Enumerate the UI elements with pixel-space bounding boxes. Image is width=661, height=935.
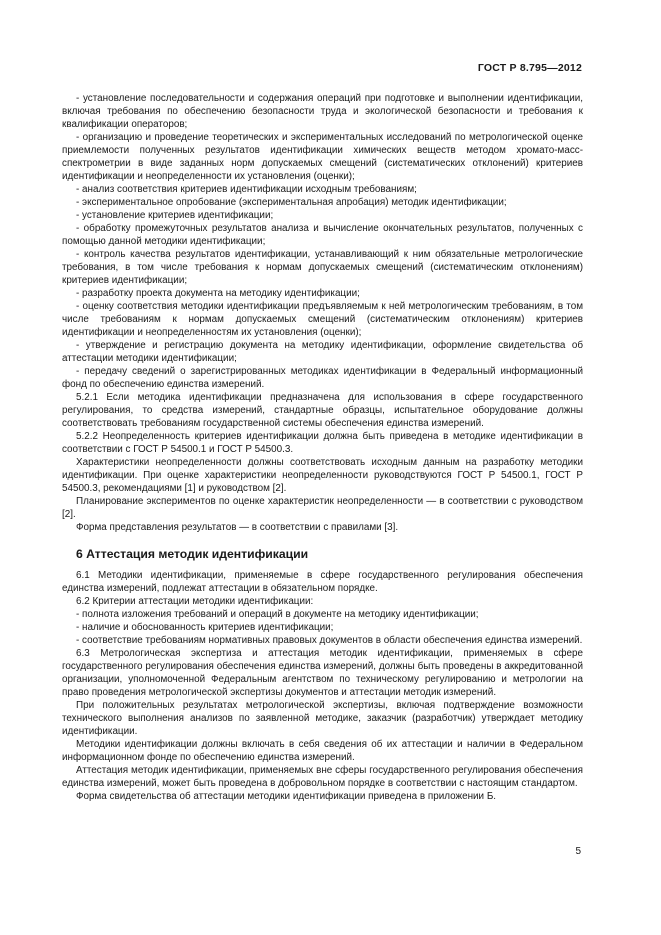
list-item: - полнота изложения требований и операций в документе на методику идентификации; (76, 609, 479, 620)
paragraph: 5.2.1 Если методика идентификации предназначена для использования в сфере государственного регулирования, то средства измерений, стандартные образцы, испытательное оборудование должны соответствовать требованиям государственной системы обеспечения единства измерений. (62, 392, 583, 429)
paragraph: При положительных результатах метрологической экспертизы, включая подтверждение возможности технического выполнения анализов по заявленной методике, заказчик (разработчик) утверждает методику идентификации. (62, 700, 583, 737)
paragraph: Форма свидетельства об аттестации методики идентификации приведена в приложении Б. (76, 791, 497, 802)
paragraph: Планирование экспериментов по оценке характеристик неопределенности — в соответствии с руководством [2]. (62, 496, 583, 520)
paragraph: Характеристики неопределенности должны соответствовать исходным данным на разработку методики идентификации. При оценке характеристики неопределенности руководствуются ГОСТ Р 54500.1, ГОСТ Р 54500.3, рекомендациями [1] и руководством [2]. (62, 457, 583, 494)
list-item: - организацию и проведение теоретических и экспериментальных исследований по метрологической оценке приемлемости полученных результатов идентификации химических веществ методом хромато-масс-спектрометрии в виде заданных норм допускаемых смещений (систематических отклонений) критериев идентификации и неопределенности их установления (оценки); (62, 132, 583, 182)
paragraph: 6.2 Критерии аттестации методики идентификации: (76, 596, 314, 607)
list-item: - установление критериев идентификации; (76, 210, 274, 221)
paragraph: 5.2.2 Неопределенность критериев идентификации должна быть приведена в методике идентификации в соответствии с ГОСТ Р 54500.1 и ГОСТ Р 54500.3. (62, 431, 583, 455)
list-item: - соответствие требованиям нормативных правовых документов в области обеспечения единства измерений. (76, 635, 583, 646)
list-item: - наличие и обоснованность критериев идентификации; (76, 622, 334, 633)
page-number: 5 (575, 846, 581, 857)
list-item: - утверждение и регистрацию документа на методику идентификации, оформление свидетельства об аттестации методики идентификации; (62, 340, 583, 364)
list-item: - установление последовательности и содержания операций при подготовке и выполнении идентификации, включая требования по обеспечению безопасности труда и экологической безопасности и требования к квалификации операторов; (62, 93, 583, 130)
list-item: - оценку соответствия методики идентификации предъявляемым к ней метрологическим требованиям, в том числе требованиям к нормам допускаемых смещений (систематическим отклонениям) критериев идентификации и неопределенностям их установления (оценки); (62, 301, 583, 338)
list-item: - разработку проекта документа на методику идентификации; (76, 288, 360, 299)
standard-designation: ГОСТ Р 8.795—2012 (477, 62, 582, 74)
section-heading: 6 Аттестация методик идентификации (76, 547, 309, 561)
paragraph: Методики идентификации должны включать в себя сведения об их аттестации и наличии в Федеральном информационном фонде по обеспечению единства измерений. (62, 739, 583, 763)
paragraph: 6.1 Методики идентификации, применяемые в сфере государственного регулирования обеспечения единства измерений, подлежат аттестации в обязательном порядке. (62, 570, 583, 594)
list-item: - передачу сведений о зарегистрированных методиках идентификации в Федеральный информационный фонд по обеспечению единства измерений. (62, 366, 583, 390)
paragraph: Форма представления результатов — в соответствии с правилами [3]. (76, 522, 399, 533)
paragraph: Аттестация методик идентификации, применяемых вне сферы государственного регулирования обеспечения единства измерений, может быть проведена в добровольном порядке в соответствии с настоящим стандартом. (62, 765, 583, 789)
list-item: - обработку промежуточных результатов анализа и вычисление окончательных результатов, полученных с помощью данной методики идентификации; (62, 223, 583, 247)
list-item: - экспериментальное опробование (экспериментальная апробация) методик идентификации; (76, 197, 507, 208)
list-item: - анализ соответствия критериев идентификации исходным требованиям; (76, 184, 417, 195)
list-item: - контроль качества результатов идентификации, устанавливающий к ним обязательные метрологические требования, в том числе требования к нормам допускаемых смещений (систематическим отклонениям) критериев идентификации; (62, 249, 583, 286)
paragraph: 6.3 Метрологическая экспертиза и аттестация методик идентификации, применяемых в сфере государственного регулирования обеспечения единства измерений, должны быть проведены в аккредитованной организации, уполномоченной Федеральным агентством по техническому регулированию и метрологии на право проведения метрологической экспертизы документов и аттестации методик измерений. (62, 648, 583, 698)
document-body (62, 92, 583, 803)
